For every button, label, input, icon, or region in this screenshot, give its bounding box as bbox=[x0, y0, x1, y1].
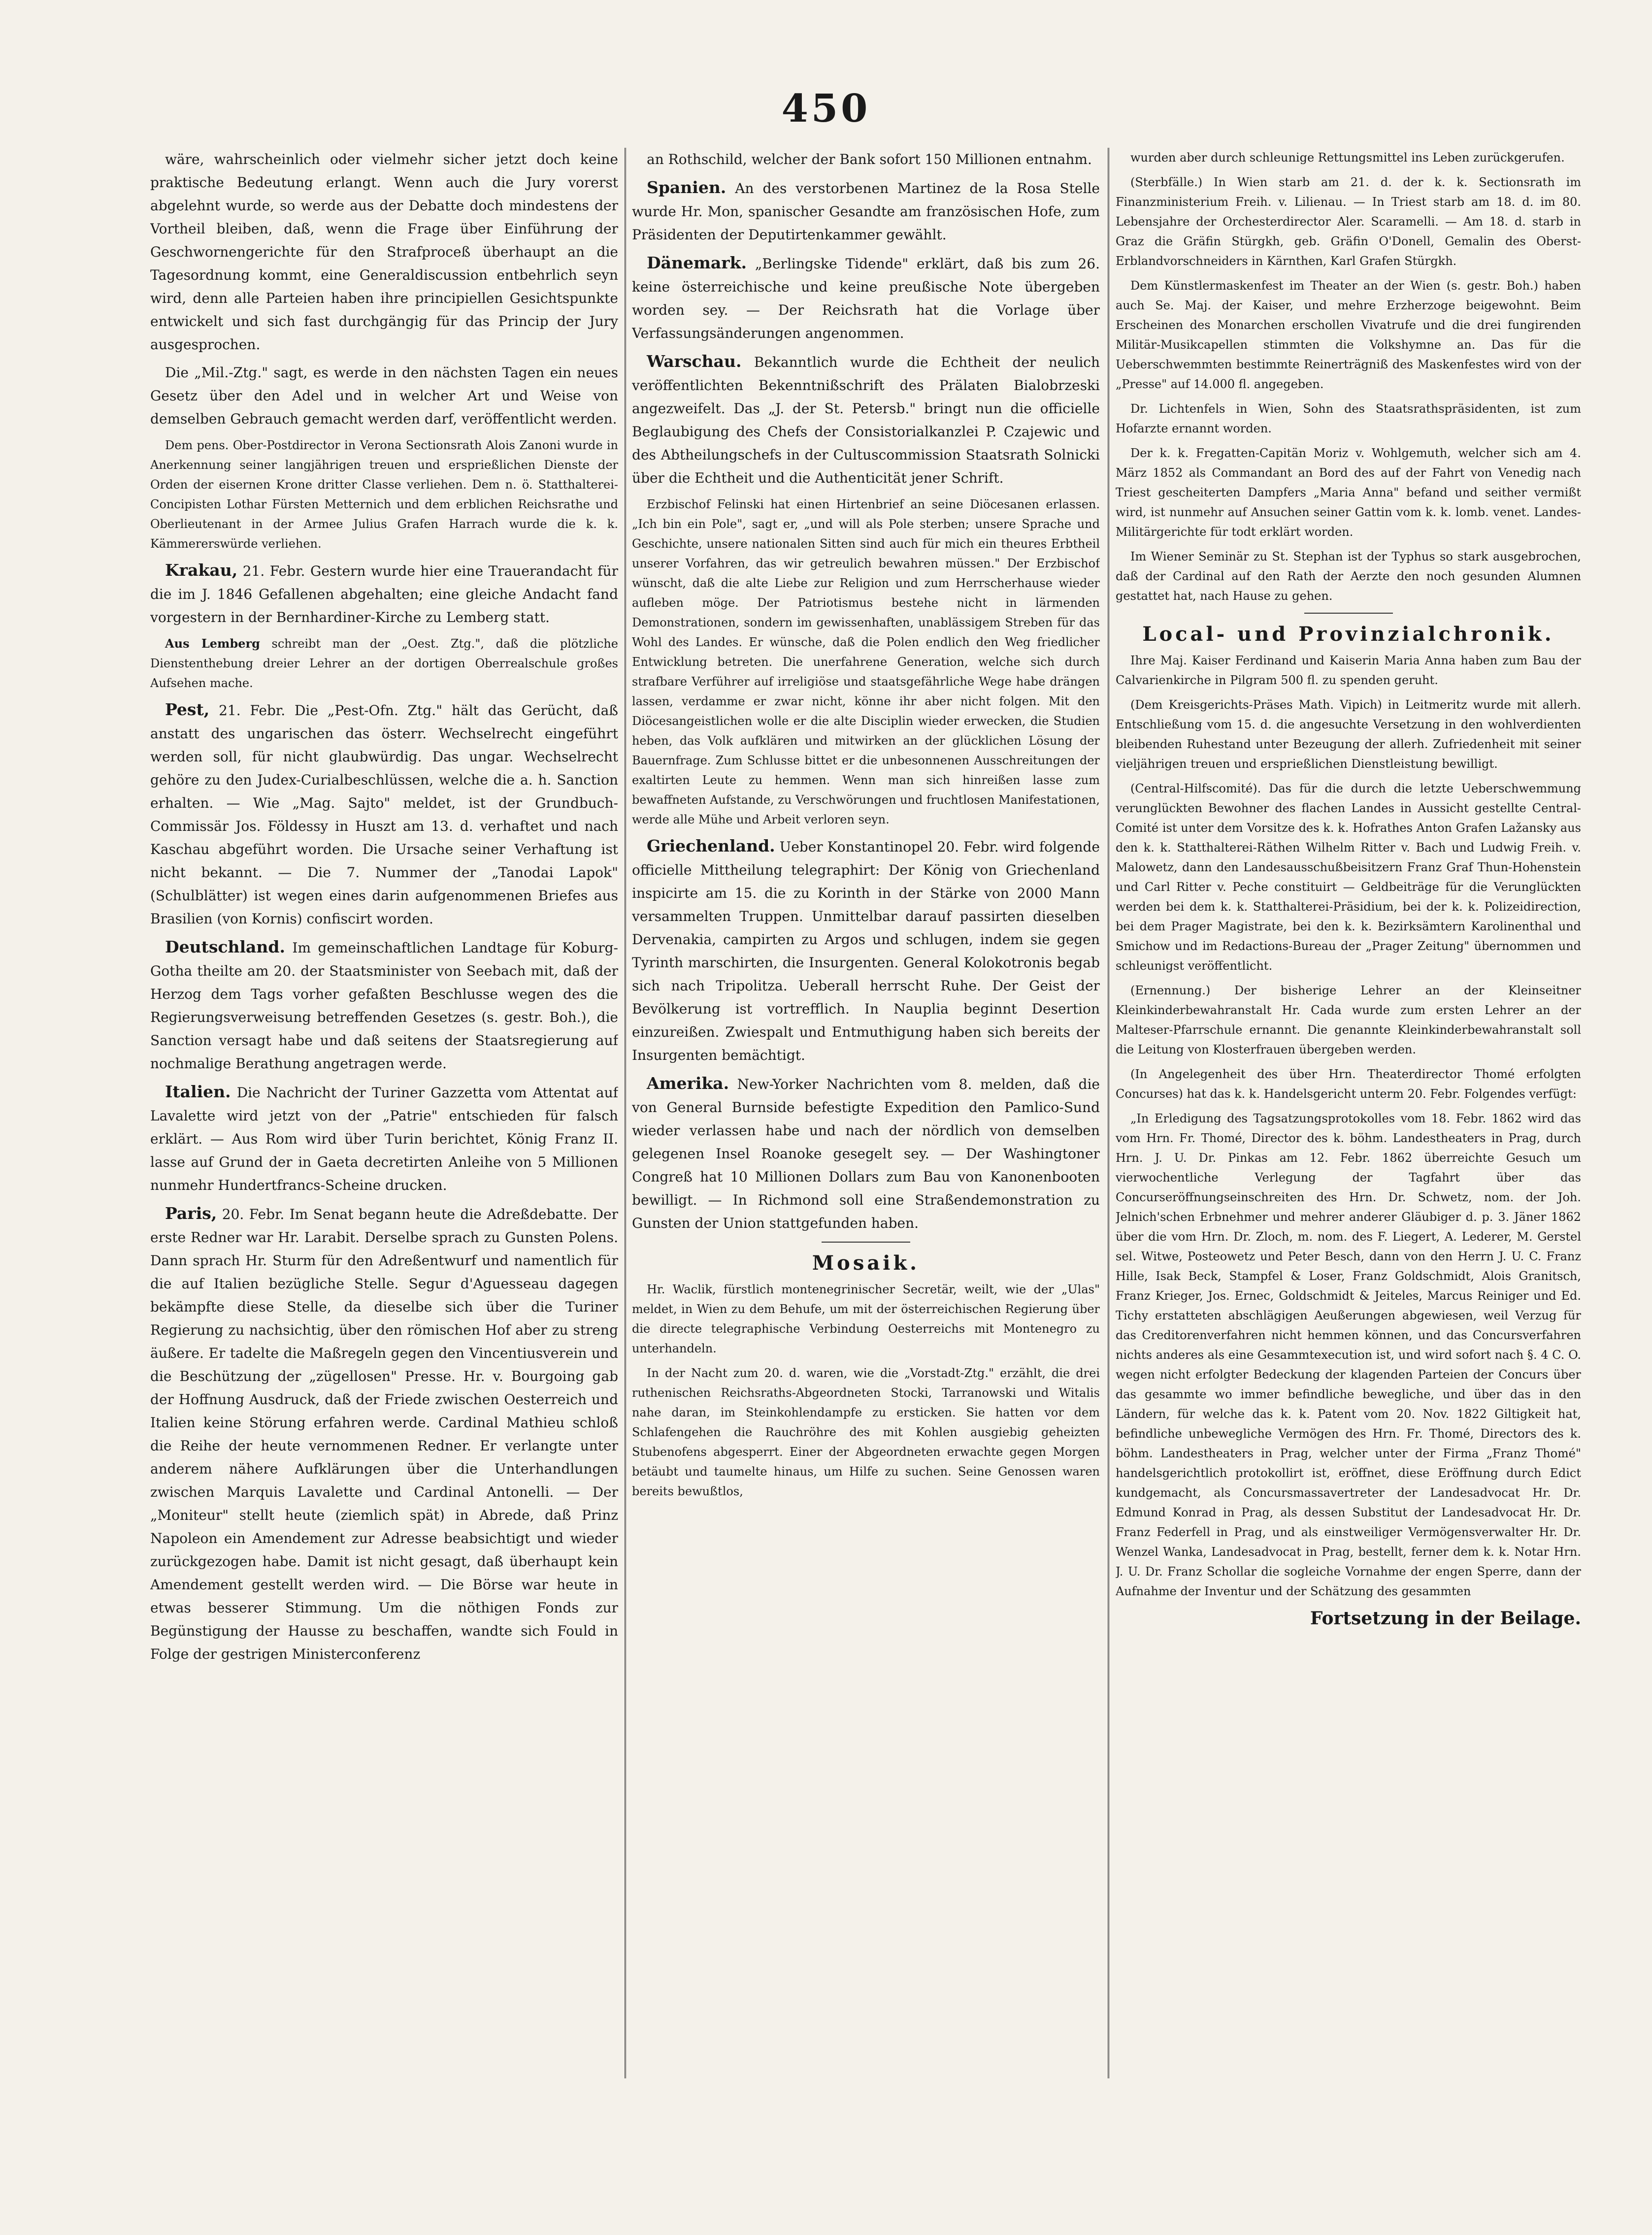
article-paragraph: Der k. k. Fregatten-Capitän Moriz v. Wohlgemuth, welcher sich am 4. März 1852 als Commandant an Bord des auf der Fahrt von Venedig nach Triest gescheiterten Dampfers „Maria Anna" befand und seither vermißt wird, ist nunmehr auf Ansuchen seiner Gattin vom k. k. lomb. venet. Landes-Militärgerichte für todt erklärt worden. bbox=[1116, 446, 1581, 539]
dateline: Dänemark. bbox=[647, 253, 747, 272]
article-text: 20. Febr. Im Senat begann heute die Adreßdebatte. Der erste Redner war Hr. Larabit. Derselbe sprach zu Gunsten Polens. Dann sprach Hr. Sturm für den Adreßentwurf und namentlich für die auf Italien bezügliche Stelle. Segur d'Aguesseau dagegen bekämpfte diese Stelle, da dieselbe sich über die Turiner Regierung zu nachsichtig, über den römischen Hof aber zu streng äußere. Er tadelte die Maßregeln gegen den Vincentiusverein und die Beschützung der „zügellosen" Presse. Hr. v. Bourgoing gab der Hoffnung Ausdruck, daß der Friede zwischen Oesterreich und Italien keine Störung erfahren werde. Cardinal Mathieu schloß die Reihe der heute vernommenen Redner. Er verlangte unter anderem nähere Aufklärungen über die Unterhandlungen zwischen Marquis Lavalette und Cardinal Antonelli. — Der „Moniteur" stellt heute (ziemlich spät) in Abrede, daß Prinz Napoleon ein Amendement zur Adresse beabsichtigt und wieder zurückgezogen habe. Damit ist nicht gesagt, daß überhaupt kein Amendement gestellt werden wird. — Die Börse war heute in etwas besserer Stimmung. Um die nöthigen Fonds zur Begünstigung der Hausse zu beschaffen, wandte sich Fould in Folge der gestrigen Ministerconferenz bbox=[150, 1206, 618, 1662]
article-krakau bbox=[150, 559, 618, 629]
article-daenemark bbox=[632, 251, 1100, 345]
article-paragraph: (In Angelegenheit des über Hrn. Theaterdirector Thomé erfolgten Concurses) hat das k. k. Handelsgericht unterm 20. Febr. Folgendes verfügt: bbox=[1116, 1067, 1581, 1101]
article-paragraph: Im Wiener Seminär zu St. Stephan ist der Typhus so stark ausgebrochen, daß der Cardinal auf den Rath der Aerzte den noch gesunden Alumnen gestattet hat, nach Hause zu gehen. bbox=[1116, 550, 1581, 603]
column-divider bbox=[1108, 148, 1109, 2078]
article-italien bbox=[150, 1080, 618, 1197]
column-3 bbox=[1116, 148, 1581, 2118]
article-text: An des verstorbenen Martinez de la Rosa Stelle wurde Hr. Mon, spanischer Gesandte am französischen Hofe, zum Präsidenten der Deputirtenkammer gewählt. bbox=[632, 180, 1100, 243]
article-paragraph: Dem pens. Ober-Postdirector in Verona Sectionsrath Alois Zanoni wurde in Anerkennung seiner langjährigen treuen und ersprießlichen Dienste der Orden der eisernen Krone dritter Classe verliehen. Dem n. ö. Statthalterei-Concipisten Lothar Fürsten Metternich und dem erblichen Reichsrathe und Oberlieutenant in der Armee Julius Grafen Harrach wurde die k. k. Kämmererswürde verliehen. bbox=[150, 438, 618, 551]
article-paragraph: Dr. Lichtenfels in Wien, Sohn des Staatsrathspräsidenten, ist zum Hofarzte ernannt worden. bbox=[1116, 402, 1581, 435]
continuation-note: Fortsetzung in der Beilage. bbox=[1310, 1608, 1581, 1629]
column-divider bbox=[625, 148, 626, 2078]
section-heading-local: Local- und Provinzialchronik. bbox=[1142, 623, 1554, 646]
dateline: Amerika. bbox=[647, 1074, 729, 1093]
section-divider bbox=[1304, 613, 1393, 614]
article-paragraph: wurden aber durch schleunige Rettungsmittel ins Leben zurückgerufen. bbox=[1130, 151, 1565, 164]
dateline: Italien. bbox=[165, 1082, 231, 1101]
article-text: New-Yorker Nachrichten vom 8. melden, daß die von General Burnside befestigte Expedition den Pamlico-Sund wieder verlassen habe und nach der nördlich von demselben gelegenen Insel Roanoke gesegelt sey. — Der Washingtoner Congreß hat 10 Millionen Dollars zum Bau von Kanonenbooten bewilligt. — In Richmond soll eine Straßendemonstration zu Gunsten der Union stattgefunden haben. bbox=[632, 1076, 1100, 1231]
dateline: Griechenland. bbox=[647, 836, 775, 855]
article-paragraph: (Dem Kreisgerichts-Präses Math. Vipich) in Leitmeritz wurde mit allerh. Entschließung vom 15. d. die angesuchte Versetzung in den wohlverdienten bleibenden Ruhestand unter Bezeugung der allerh. Zufriedenheit mit seiner vieljährigen treuen und ersprießlichen Dienstleistung bewilligt. bbox=[1116, 698, 1581, 771]
article-warschau bbox=[632, 350, 1100, 490]
article-text: schreibt man der „Oest. Ztg.", daß die plötzliche Dienstenthebung dreier Lehrer an der dortigen Oberrealschule großes Aufsehen mache. bbox=[150, 637, 618, 690]
article-paragraph: Erzbischof Felinski hat einen Hirtenbrief an seine Diöcesanen erlassen. „Ich bin ein Pole", sagt er, „und will als Pole sterben; unsere Sprache und Geschichte, unsere nationalen Sitten sind auch für mich ein theures Erbtheil unserer Vorfahren, das wir getreulich bewahren müssen." Der Erzbischof wünscht, daß die alte Liebe zur Religion und zum Herrscherhause wieder aufleben möge. Der Patriotismus bestehe nicht in lärmenden Demonstrationen, sondern im gewissenhaften, unablässigem Streben für das Wohl des Landes. Er wünsche, daß die Polen endlich den Weg friedlicher Entwicklung betreten. Die unerfahrene Generation, welche sich durch strafbare Verführer auf irreligiöse und staatsgefährliche Wege habe drängen lassen, verdamme er zwar nicht, könne ihr aber nicht folgen. Mit den Diöcesangeistlichen wolle er die alte Disciplin wieder erwecken, die Studien heben, das Volk aufklären und mitwirken an der glücklichen Lösung der Bauernfrage. Zum Schlusse bittet er die unbesonnenen Ausschreitungen der exaltirten Leute zu hemmen. Wenn man sich hinreißen lasse zum bewaffneten Aufstande, zu Verschwörungen und fruchtlosen Manifestationen, werde alle Mühe und Arbeit verloren seyn. bbox=[632, 497, 1100, 826]
article-paragraph: (Ernennung.) Der bisherige Lehrer an der Kleinseitner Kleinkinderbewahranstalt Hr. Cada wurde zum ersten Lehrer an der Malteser-Pfarrschule ernannt. Die genannte Kleinkinderbewahranstalt soll die Leitung von Klosterfrauen übergeben werden. bbox=[1116, 984, 1581, 1056]
article-paragraph: an Rothschild, welcher der Bank sofort 150 Millionen entnahm. bbox=[647, 151, 1092, 167]
dateline: Aus Lemberg bbox=[165, 636, 260, 651]
article-paragraph: wäre, wahrscheinlich oder vielmehr sicher jetzt doch keine praktische Bedeutung erlangt. Wenn auch die Jury vorerst abgelehnt wurde, so werde aus der Debatte doch mindestens der Vortheil bleiben, daß, wenn die Frage über Einführung der Geschwornengerichte für den Strafproceß überhaupt an die Tagesordnung kommt, eine Generaldiscussion entbehrlich seyn wird, denn alle Parteien haben ihre principiellen Gesichtspunkte entwickelt und sich fast durchgängig für das Princip der Jury ausgesprochen. bbox=[150, 151, 618, 353]
article-amerika bbox=[632, 1072, 1100, 1235]
article-paragraph: Die „Mil.-Ztg." sagt, es werde in den nächsten Tagen ein neues Gesetz über den Adel und in welcher Art und Weise von demselben Gebrauch gemacht werden darf, veröffentlicht werden. bbox=[150, 364, 618, 427]
article-text: Bekanntlich wurde die Echtheit der neulich veröffentlichten Bekenntnißschrift des Prälaten Bialobrzeski angezweifelt. Das „J. der St. Petersb." bringt nun die officielle Beglaubigung des Chefs der Consistorialkanzlei P. Czajewic und des Abtheilungschefs in der Cultuscommission Staatsrath Solnicki über die Echtheit und die Authenticität jener Schrift. bbox=[632, 354, 1100, 486]
dateline: Spanien. bbox=[647, 178, 727, 197]
dateline: Paris, bbox=[165, 1204, 217, 1223]
article-lemberg bbox=[150, 634, 618, 693]
article-spanien bbox=[632, 176, 1100, 246]
article-text: Die Nachricht der Turiner Gazzetta vom Attentat auf Lavalette wird jetzt von der „Patrie" entschieden für falsch erklärt. — Aus Rom wird über Turin berichtet, König Franz II. lasse auf Grund der in Gaeta decretirten Anleihe von 5 Millionen nunmehr Hundertfrancs-Scheine drucken. bbox=[150, 1085, 618, 1193]
dateline: Warschau. bbox=[647, 352, 742, 371]
article-paragraph: (Sterbfälle.) In Wien starb am 21. d. der k. k. Sectionsrath im Finanzministerium Freih. v. Lilienau. — In Triest starb am 18. d. im 80. Lebensjahre der Orchesterdirector Aler. Scaramelli. — Am 18. d. starb in Graz die Gräfin Stürgkh, geb. Gräfin O'Donell, Gemalin des Oberst-Erblandvorschneiders in Kärnthen, Karl Grafen Stürgkh. bbox=[1116, 175, 1581, 268]
dateline: Deutschland. bbox=[165, 937, 285, 956]
dateline: Pest, bbox=[165, 700, 210, 719]
article-griechenland bbox=[632, 834, 1100, 1067]
column-2 bbox=[632, 148, 1100, 2118]
section-heading-mosaik: Mosaik. bbox=[812, 1251, 920, 1275]
section-divider bbox=[822, 1242, 910, 1243]
article-text: Im gemeinschaftlichen Landtage für Koburg-Gotha theilte am 20. der Staatsminister von Seebach mit, daß der Herzog dem Tags vorher gefaßten Beschlusse wegen des die Regierungsverweisung betreffenden Gesetzes (s. gestr. Boh.), die Sanction versagt habe und daß seitens der Staatsregierung auf nochmalige Berathung angetragen werde. bbox=[150, 940, 618, 1072]
article-paragraph: Hr. Waclik, fürstlich montenegrinischer Secretär, weilt, wie der „Ulas" meldet, in Wien zu dem Behufe, um mit der österreichischen Regierung über die directe telegraphische Verbindung Oesterreichs mit Montenegro zu unterhandeln. bbox=[632, 1282, 1100, 1355]
article-text: 21. Febr. Die „Pest-Ofn. Ztg." hält das Gerücht, daß anstatt des ungarischen das österr. Wechselrecht eingeführt werden soll, für nicht glaubwürdig. Das ungar. Wechselrecht gehöre zu den Judex-Curialbeschlüssen, welche die a. h. Sanction erhalten. — Wie „Mag. Sajto" meldet, ist der Grundbuch-Commissär Jos. Földessy in Huszt am 13. d. verhaftet und nach Kaschau abgeführt worden. Die Ursache seiner Verhaftung ist nicht bekannt. — Die 7. Nummer der „Tanodai Lapok" (Schulblätter) ist wegen eines darin aufgenommenen Briefes aus Brasilien (von Kornis) confiscirt worden. bbox=[150, 702, 618, 927]
article-text: „Berlingske Tidende" erklärt, daß bis zum 26. keine österreichische und keine preußische Note übergeben worden sey. — Der Reichsrath hat die Vorlage über Verfassungsänderungen angenommen. bbox=[632, 256, 1100, 341]
article-paragraph: „In Erledigung des Tagsatzungsprotokolles vom 18. Febr. 1862 wird das vom Hrn. Fr. Thomé, Director des k. böhm. Landestheaters in Prag, durch Hrn. J. U. Dr. Pinkas am 12. Febr. 1862 überreichte Gesuch um vierwochentliche Verlegung der Tagfahrt über das Concurseröffnungseinschreiten des Hrn. Dr. Schwetz, nom. der Joh. Jelnich'schen Erbnehmer und mehrer anderer Gläubiger d. p. 3. Jäner 1862 über die vom Hrn. Dr. Zloch, m. nom. des F. Liegert, A. Lederer, M. Gerstel sel. Witwe, Posteowetz und Peter Besch, dann von den Herrn J. U. C. Franz Hille, Isak Beck, Stampfel & Loser, Franz Goldschmidt, Alois Granitsch, Franz Krieger, Jos. Ernec, Goldschmidt & Jeiteles, Marcus Reiniger und Ed. Tichy erstatteten abschlägigen Aeußerungen abgewiesen, weil Verzug für das Creditorenverfahren nicht hemmen können, und das Concursverfahren nichts anderes als eine Gesammtexecution ist, und wird sofort nach §. 4 C. O. wegen nicht erfolgter Bedeckung der klagenden Parteien der Concurs über das gesammte wo immer befindliche bewegliche, und über das in den Ländern, für welche das k. k. Patent vom 20. Nov. 1822 Giltigkeit hat, befindliche unbewegliche Vermögen des Hrn. Fr. Thomé, Directors des k. böhm. Landestheaters in Prag, welcher unter der Firma „Franz Thomé" handelsgerichtlich protokollirt ist, eröffnet, diese Eröffnung durch Edict kundgemacht, als Concursmassavertreter der Landesadvocat Hr. Dr. Edmund Konrad in Prag, als dessen Substitut der Landesadvocat Hr. Dr. Franz Federfell in Prag, und als einstweiliger Vermögensverwalter Hr. Dr. Wenzel Wanka, Landesadvocat in Prag, bestellt, ferner dem k. k. Notar Hrn. J. U. Dr. Franz Schollar die sogleiche Vornahme der engen Sperre, dann der Aufnahme der Inventur und der Schätzung des gesammten bbox=[1116, 1112, 1581, 1598]
article-paragraph: In der Nacht zum 20. d. waren, wie die „Vorstadt-Ztg." erzählt, die drei ruthenischen Reichsraths-Abgeordneten Stocki, Tarranowski und Witalis nahe daran, im Steinkohlendampfe zu ersticken. Sie hatten vor dem Schlafengehen die Rauchröhre des mit Kohlen ausgiebig geheizten Stubenofens abgesperrt. Einer der Abgeordneten erwachte gegen Morgen betäubt und taumelte hinaus, um Hilfe zu suchen. Seine Genossen waren bereits bewußtlos, bbox=[632, 1366, 1100, 1498]
article-paragraph: Dem Künstlermaskenfest im Theater an der Wien (s. gestr. Boh.) haben auch Se. Maj. der Kaiser, und mehre Erzherzoge beigewohnt. Beim Erscheinen des Monarchen erschollen Vivatrufe und die drei fungirenden Militär-Musikcapellen stimmten die Volkshymne an. Das für die Ueberschwemmten bestimmte Reinerträgniß des Maskenfestes wird von der „Presse" auf 14.000 fl. angegeben. bbox=[1116, 279, 1581, 391]
article-paragraph: (Central-Hilfscomité). Das für die durch die letzte Ueberschwemmung verunglückten Bewohner des flachen Landes in Aussicht gestellte Central-Comité ist unter dem Vorsitze des k. k. Hofrathes Anton Grafen Lažansky aus den k. k. Statthalterei-Räthen Wilhelm Ritter v. Bach und Ludwig Freih. v. Malowetz, dann den Landesausschußbeisitzern Franz Graf Thun-Hohenstein und Carl Ritter v. Peche constituirt — Geldbeiträge für die Verunglückten werden bei dem k. k. Statthalterei-Präsidium, bei der k. k. Polizeidirection, bei dem Prager Magistrate, bei den k. k. Bezirksämtern Karolinenthal und Smichow und im Redactions-Bureau der „Prager Zeitung" übernommen und schleunigst veröffentlicht. bbox=[1116, 782, 1581, 973]
article-deutschland bbox=[150, 935, 618, 1075]
article-text: 21. Febr. Gestern wurde hier eine Trauerandacht für die im J. 1846 Gefallenen abgehalten; eine gleiche Andacht fand vorgestern in der Bernhardiner-Kirche zu Lemberg statt. bbox=[150, 563, 618, 625]
article-paris bbox=[150, 1202, 618, 1666]
article-paragraph: Ihre Maj. Kaiser Ferdinand und Kaiserin Maria Anna haben zum Bau der Calvarienkirche in Pilgram 500 fl. zu spenden geruht. bbox=[1116, 654, 1581, 687]
dateline: Krakau, bbox=[165, 560, 238, 580]
column-1 bbox=[150, 148, 618, 2118]
page-number: 450 bbox=[781, 86, 871, 131]
article-pest bbox=[150, 698, 618, 930]
article-text: Ueber Konstantinopel 20. Febr. wird folgende officielle Mittheilung telegraphirt: Der König von Griechenland inspicirte am 15. die zu Korinth in der Stärke von 2000 Mann versammelten Truppen. Unmittelbar darauf passirten dieselben Dervenakia, campirten zu Argos und schlugen, indem sie gegen Tyrinth marschirten, die Insurgenten. General Kolokotronis begab sich nach Tripolitza. Ueberall herrscht Ruhe. Der Geist der Bevölkerung ist vortrefflich. In Nauplia beginnt Desertion einzureißen. Zwiespalt und Entmuthigung haben sich bereits der Insurgenten bemächtigt. bbox=[632, 839, 1100, 1063]
